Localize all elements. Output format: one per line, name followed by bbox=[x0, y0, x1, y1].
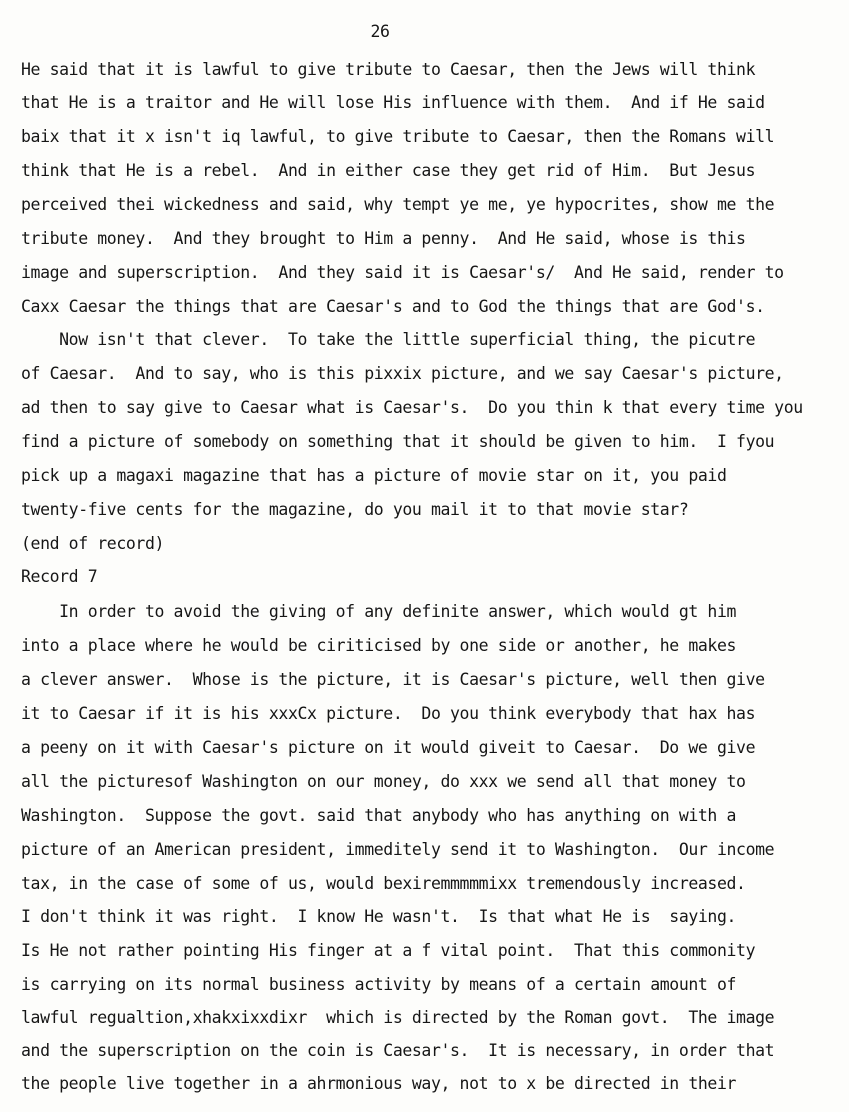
text-line: Is He not rather pointing His finger at a f vital point. That this commonity bbox=[21, 941, 756, 960]
text-line: the people live together in a ahrmonious way, not to x be directed in their bbox=[21, 1074, 737, 1093]
text-line: twenty-five cents for the magazine, do you mail it to that movie star? bbox=[21, 500, 689, 519]
text-line: of Caesar. And to say, who is this pixxix picture, and we say Caesar's picture, bbox=[21, 364, 784, 383]
text-line: I don't think it was right. I know He wasn't. Is that what He is saying. bbox=[21, 907, 737, 926]
text-line: find a picture of somebody on something that it should be given to him. I fyou bbox=[21, 432, 775, 451]
text-line: perceived thei wickedness and said, why tempt ye me, ye hypocrites, show me the bbox=[21, 195, 775, 214]
text-line: Washington. Suppose the govt. said that anybody who has anything on with a bbox=[21, 806, 737, 825]
text-line: tax, in the case of some of us, would bexiremmmmmixx tremendously increased. bbox=[21, 874, 746, 893]
text-line: think that He is a rebel. And in either case they get rid of Him. But Jesus bbox=[21, 161, 756, 180]
text-line: ad then to say give to Caesar what is Caesar's. Do you thin k that every time you bbox=[21, 398, 803, 417]
text-line: In order to avoid the giving of any definite answer, which would gt him bbox=[21, 602, 737, 621]
text-line: image and superscription. And they said it is Caesar's/ And He said, render to bbox=[21, 263, 784, 282]
text-line: it to Caesar if it is his xxxCx picture. Do you think everybody that hax has bbox=[21, 704, 756, 723]
text-line: Caxx Caesar the things that are Caesar's and to God the things that are God's. bbox=[21, 297, 765, 316]
record-heading: Record 7 bbox=[21, 567, 98, 586]
text-line: that He is a traitor and He will lose His influence with them. And if He said bbox=[21, 93, 765, 112]
text-line: picture of an American president, immeditely send it to Washington. Our income bbox=[21, 840, 775, 859]
text-line: (end of record) bbox=[21, 534, 165, 553]
text-line: a peeny on it with Caesar's picture on it would giveit to Caesar. Do we give bbox=[21, 738, 756, 757]
text-line: lawful regualtion,xhakxixxdixr which is directed by the Roman govt. The image bbox=[21, 1008, 775, 1027]
text-line: is carrying on its normal business activity by means of a certain amount of bbox=[21, 975, 737, 994]
text-line: pick up a magaxi magazine that has a picture of movie star on it, you paid bbox=[21, 466, 727, 485]
text-line: and the superscription on the coin is Caesar's. It is necessary, in order that bbox=[21, 1041, 775, 1060]
text-line: He said that it is lawful to give tribute to Caesar, then the Jews will think bbox=[21, 60, 756, 79]
text-line: all the picturesof Washington on our money, do xxx we send all that money to bbox=[21, 772, 746, 791]
text-line: Now isn't that clever. To take the little superficial thing, the picutre bbox=[21, 330, 756, 349]
text-line: a clever answer. Whose is the picture, it is Caesar's picture, well then give bbox=[21, 670, 765, 689]
text-line: into a place where he would be ciriticised by one side or another, he makes bbox=[21, 636, 737, 655]
page-number: 26 bbox=[370, 22, 390, 41]
text-line: baix that it x isn't iq lawful, to give tribute to Caesar, then the Romans will bbox=[21, 127, 775, 146]
text-line: tribute money. And they brought to Him a penny. And He said, whose is this bbox=[21, 229, 746, 248]
